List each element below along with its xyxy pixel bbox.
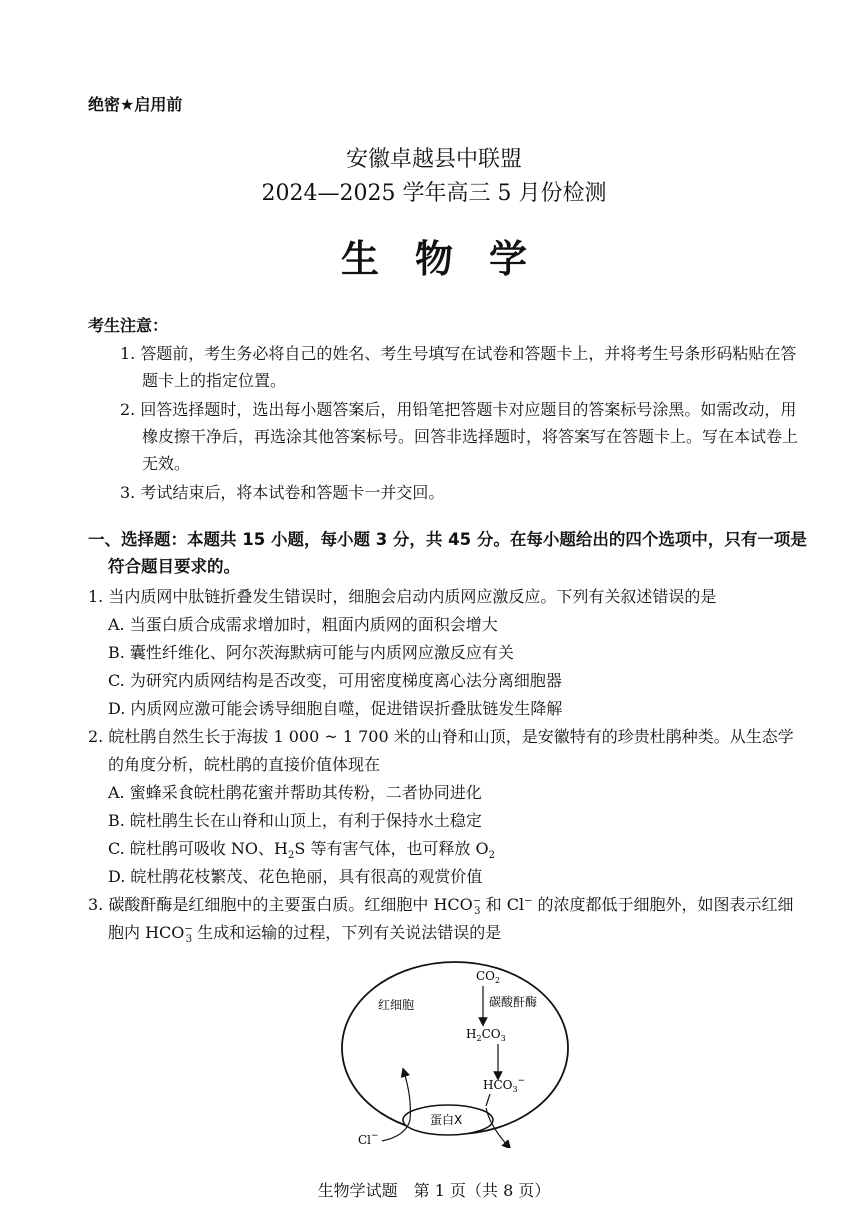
superscript: − xyxy=(524,895,533,907)
page-footer: 生物学试题 第 1 页（共 8 页） xyxy=(317,1181,551,1200)
superscript: − xyxy=(472,895,482,907)
stem-text: 的浓度都低于细胞外，如图表示红细胞内 HCO xyxy=(108,895,794,942)
exam-title-line2: 2024—2025 学年高三 5 月份检测 xyxy=(261,181,607,206)
question-stem: 1. 当内质网中肽链折叠发生错误时，细胞会启动内质网应激反应。下列有关叙述错误的是 xyxy=(88,587,717,606)
notice-list xyxy=(120,340,800,508)
subscript: 2 xyxy=(288,850,295,862)
option-c-text: C. 皖杜鹃可吸收 NO、H xyxy=(108,839,289,858)
question-2 xyxy=(88,723,800,891)
subscript: 2 xyxy=(488,850,496,862)
option-c: C. 为研究内质网结构是否改变，可用密度梯度离心法分离细胞器 xyxy=(108,671,562,690)
question-stem: 2. 皖杜鹃自然生长于海拔 1 000 ~ 1 700 米的山脊和山顶，是安徽特有的珍贵杜鹃种类。从生态学的角度分析，皖杜鹃的直接价值体现在 xyxy=(88,727,794,774)
cell-label: 红细胞 xyxy=(378,998,415,1012)
question-1 xyxy=(88,583,800,723)
question-3 xyxy=(88,891,800,947)
subject-title: 生物学 xyxy=(340,237,563,281)
option-a: A. 蜜蜂采食皖杜鹃花蜜并帮助其传粉，二者协同进化 xyxy=(108,783,482,802)
h2co3-label: $H_2CO_3$ xyxy=(466,1027,506,1043)
arrow-hco3-to-protein xyxy=(486,1094,490,1106)
red-cell-diagram xyxy=(340,948,590,1148)
subscript: 3 xyxy=(185,934,193,946)
notice-item: 3. 考试结束后，将本试卷和答题卡一并交回。 xyxy=(120,483,445,502)
stem-text: 和 Cl xyxy=(480,895,525,914)
secret-label: 绝密★启用前 xyxy=(88,95,183,114)
notice-heading: 考生注意： xyxy=(88,316,169,335)
subscript: 3 xyxy=(474,906,481,918)
stem-text: 生成和运输的过程，下列有关说法错误的是 xyxy=(192,923,502,942)
superscript: − xyxy=(184,923,193,935)
option-a: A. 当蛋白质合成需求增加时，粗面内质网的面积会增大 xyxy=(108,615,498,634)
arrow-cl-in xyxy=(382,1072,410,1141)
enzyme-label: 碳酸酐酶 xyxy=(489,995,538,1009)
option-d: D. 内质网应激可能会诱导细胞自噬，促进错误折叠肽链发生降解 xyxy=(108,699,563,718)
option-d: D. 皖杜鹃花枝繁茂、花色艳丽，具有很高的观赏价值 xyxy=(108,867,483,886)
cl-label: Cl− xyxy=(358,1131,379,1147)
option-c-text: S 等有害气体，也可释放 O xyxy=(294,839,489,858)
notice-item: 1. 答题前，考生务必将自己的姓名、考生号填写在试卷和答题卡上，并将考生号条形码粘贴在答题卡上的指定位置。 xyxy=(120,344,797,390)
stem-text: 3. 碳酸酐酶是红细胞中的主要蛋白质。红细胞中 HCO xyxy=(88,895,473,914)
protein-x-label: 蛋白X xyxy=(430,1113,463,1127)
option-c xyxy=(88,835,800,863)
hco3-label: $HCO_3^-$ xyxy=(483,1076,526,1094)
question-stem xyxy=(88,891,800,947)
exam-title-line1: 安徽卓越县中联盟 xyxy=(345,147,522,172)
section-title: 一、选择题：本题共 15 小题，每小题 3 分，共 45 分。在每小题给出的四个选项中，只有一项是符合题目要求的。 xyxy=(88,530,807,576)
option-b: B. 皖杜鹃生长在山脊和山顶上，有利于保持水土稳定 xyxy=(108,811,482,830)
option-b: B. 囊性纤维化、阿尔茨海默病可能与内质网应激反应有关 xyxy=(108,643,514,662)
question-list xyxy=(88,583,800,947)
notice-item: 2. 回答选择题时，选出每小题答案后，用铅笔把答题卡对应题目的答案标号涂黑。如需改动，用橡皮擦干净后，再选涂其他答案标号。回答非选择题时，将答案写在答题卡上。写在本试卷上无效。 xyxy=(120,400,799,473)
co2-label: $CO_2$ xyxy=(476,969,501,985)
